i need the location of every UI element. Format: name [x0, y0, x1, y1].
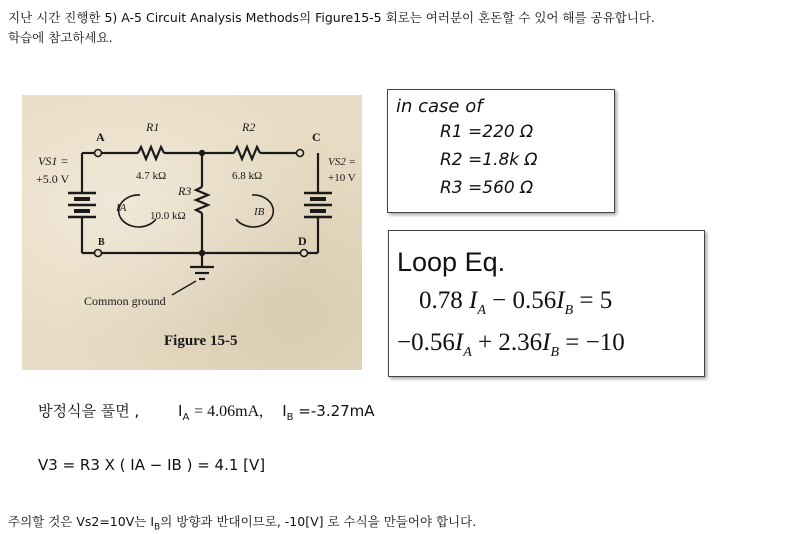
figure-caption: Figure 15-5	[164, 333, 238, 349]
solution-label: 방정식을 풀면 ,	[38, 402, 140, 420]
eq1-coef-a: 0.78	[419, 287, 463, 314]
circuit-diagram	[22, 95, 362, 370]
eq2-coef-a: −0.56	[397, 329, 455, 356]
loop-equation-1: 0.78 $I_A - 0.56I_B = 5$	[419, 287, 613, 318]
loop-equations-box	[388, 230, 705, 377]
r3-value: 10.0 kΩ	[150, 210, 186, 222]
node-c-label: C	[312, 130, 321, 144]
footnote-after: 의 방향과 반대이므로, -10[V] 로 수식을 만들어야 합니다.	[160, 514, 477, 529]
r3-label: R3	[178, 184, 192, 198]
footnote	[8, 512, 476, 533]
r1-value: 4.7 kΩ	[136, 170, 167, 182]
v3-equation	[38, 456, 265, 474]
r1-label: R1	[146, 120, 160, 134]
vs2-value: +10 V	[328, 172, 356, 184]
case-heading: in case of	[396, 96, 483, 117]
node-a-label: A	[96, 130, 105, 144]
case-values-box	[387, 89, 615, 213]
eq2-coef-b: + 2.36	[478, 329, 543, 356]
intro-line-1: 지난 시간 진행한 5) A-5 Circuit Analysis Methods의 Figure15-5 회로는 여러분이 혼돈할 수 있어 해를 공유합니다.	[8, 10, 655, 25]
eq1-coef-b: − 0.56	[492, 287, 557, 314]
ground-icon	[190, 267, 214, 279]
circuit-figure	[22, 95, 362, 370]
solution-ia: = 4.06mA,	[194, 403, 264, 420]
case-r3: R3 =560 Ω	[440, 178, 534, 198]
footnote-before: 주의할 것은 Vs2=10V는 I	[8, 514, 155, 529]
vs1-label: VS1 =	[38, 154, 69, 168]
ground-label: Common ground	[84, 294, 166, 308]
intro-text	[8, 8, 788, 48]
loop-equation-2: $-0.56I_A + 2.36I_B = -10$	[397, 329, 625, 360]
footnote-sub: B	[154, 522, 161, 533]
case-r1: R1 =220 Ω	[440, 122, 534, 142]
eq2-rhs: = −10	[565, 329, 625, 356]
case-r2: R2 =1.8k Ω	[440, 150, 538, 170]
eq1-rhs: = 5	[579, 287, 613, 314]
vs1-value: +5.0 V	[36, 172, 70, 186]
loop-title: Loop Eq.	[397, 247, 506, 277]
solution-line: 방정식을 풀면 , $I_A = 4.06mA$, $I_B =-3.27mA$	[38, 402, 375, 423]
solution-ib: =-3.27mA	[298, 402, 375, 420]
loop-b-label: IB	[254, 206, 265, 218]
r2-value: 6.8 kΩ	[232, 170, 263, 182]
r2-label: R2	[242, 120, 256, 134]
node-b-label: B	[98, 237, 105, 248]
v3-text: V3 = R3 X ( IA − IB ) = 4.1 [V]	[38, 456, 266, 474]
node-d-label: D	[298, 234, 307, 248]
intro-line-2: 학습에 참고하세요.	[8, 30, 113, 45]
vs2-label: VS2 =	[328, 156, 356, 168]
loop-a-label: IA	[116, 202, 127, 214]
